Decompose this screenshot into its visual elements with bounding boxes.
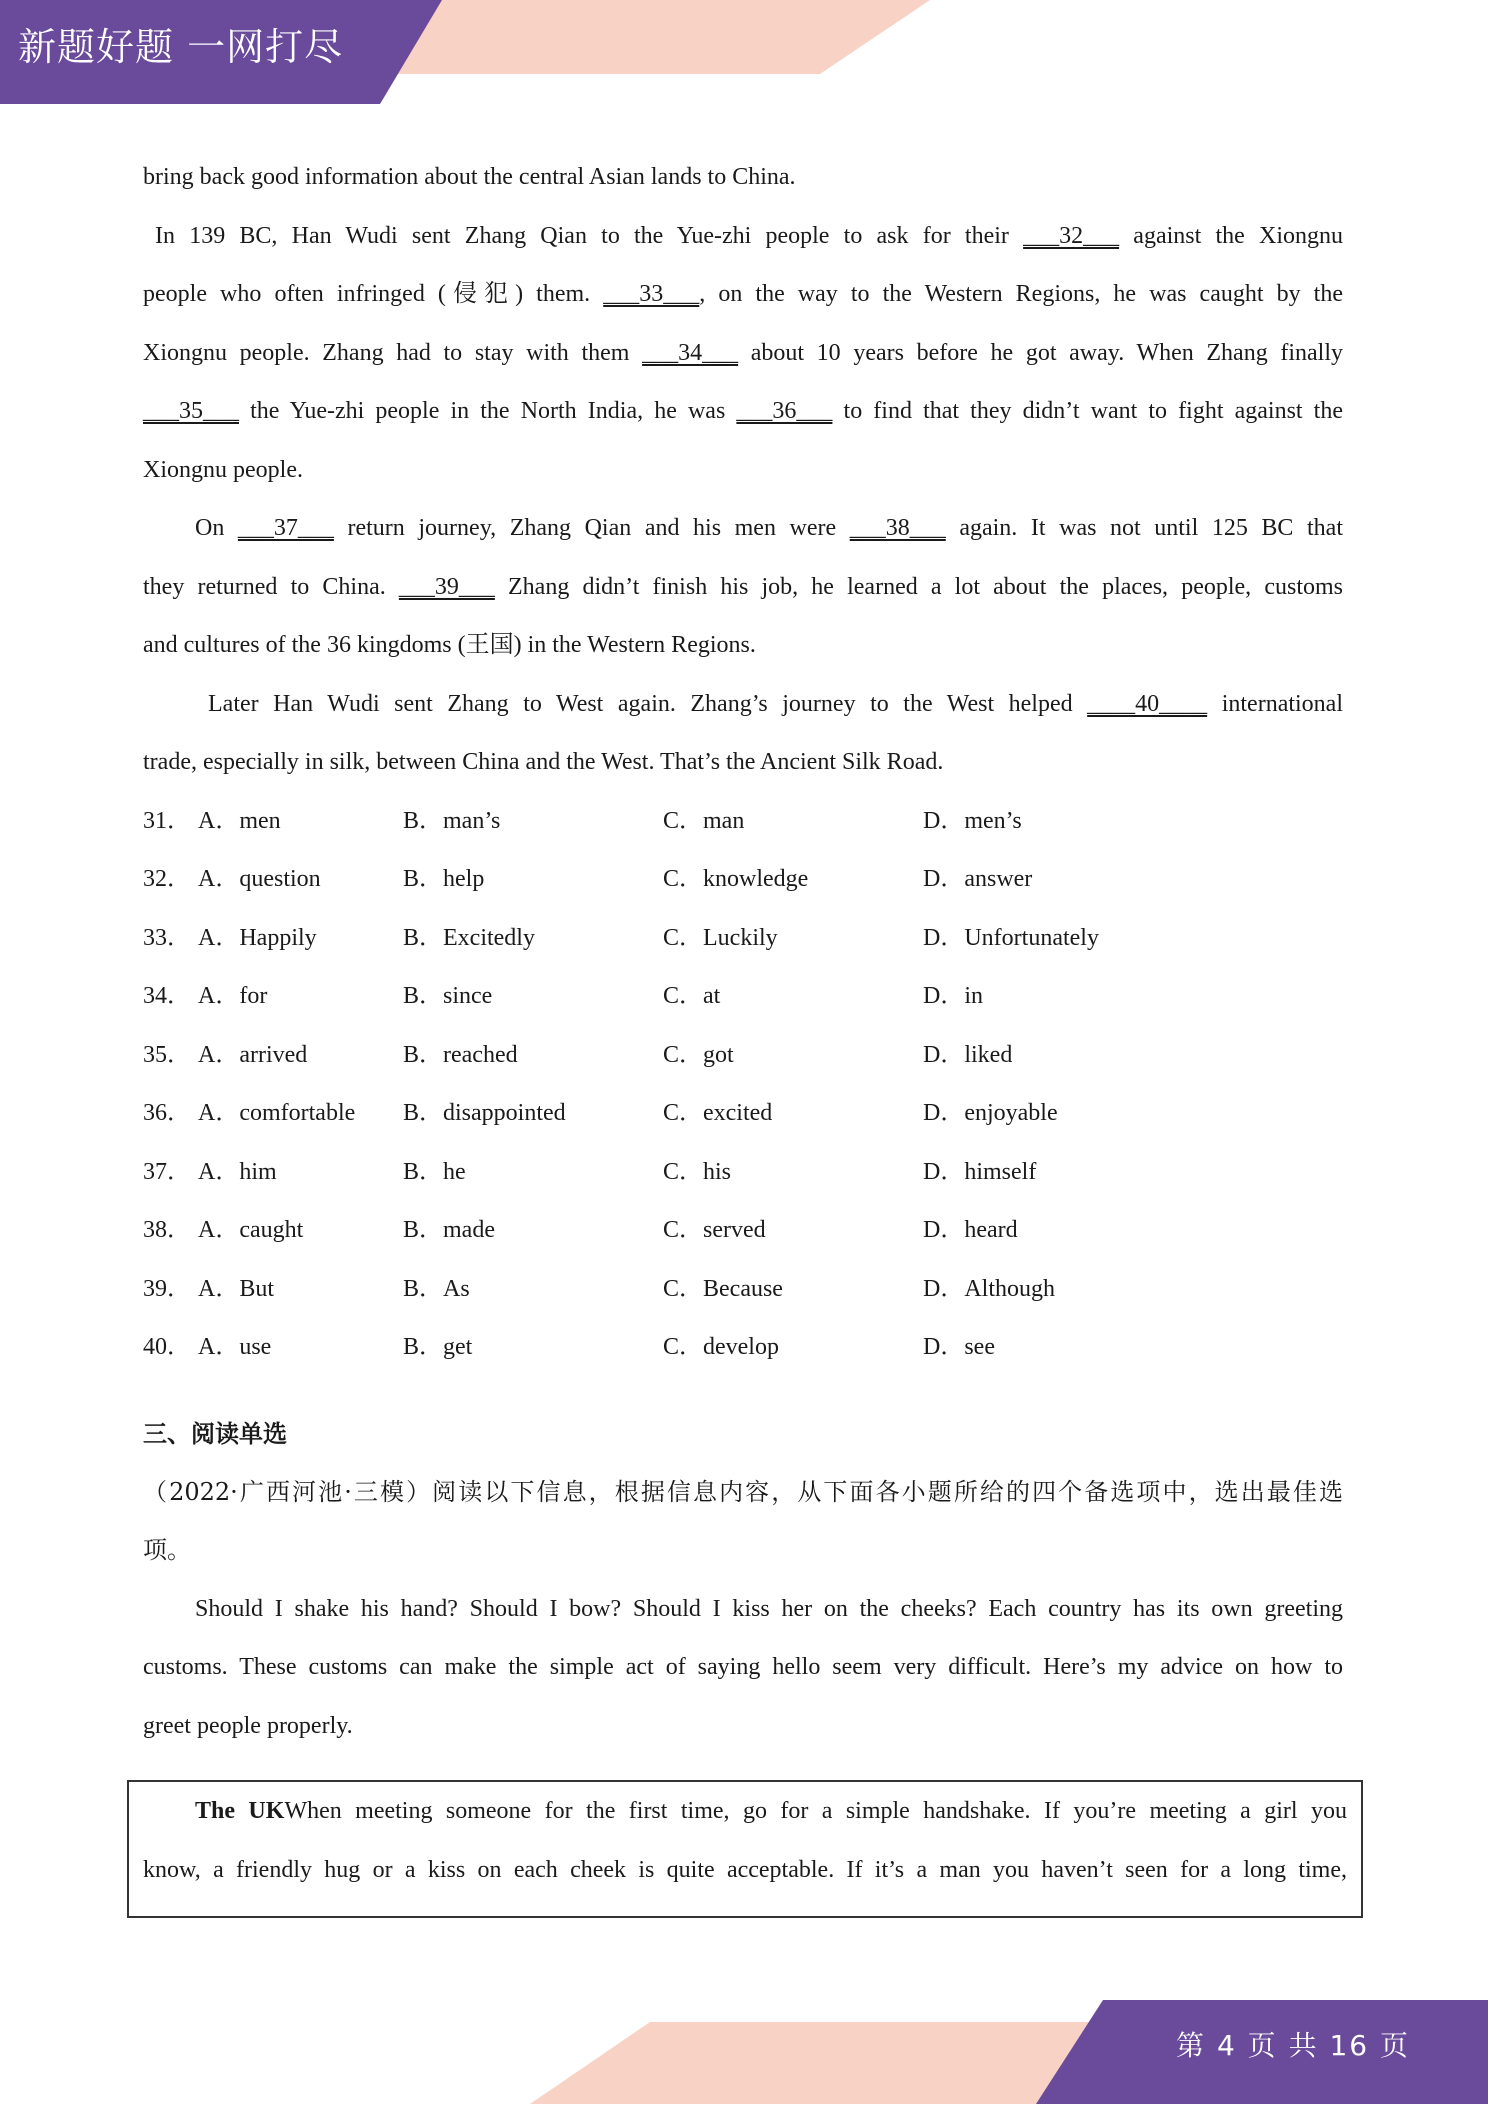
- question-number: 38．: [143, 1217, 191, 1243]
- option-b[interactable]: B．since: [403, 983, 493, 1009]
- box-line: The UKWhen meeting someone for the first time, go for a simple handshake. If you’re meeting a girl you: [195, 1798, 1347, 1824]
- question-row: [143, 1318, 1343, 1377]
- question-number: 31．: [143, 807, 191, 834]
- blank-38: ___38___: [849, 515, 946, 541]
- option-a[interactable]: A．Happily: [198, 924, 317, 951]
- blank-35: ___35___: [143, 398, 239, 424]
- option-b[interactable]: B．he: [403, 1158, 466, 1185]
- option-c[interactable]: C．man: [663, 807, 745, 834]
- box-heading: The UK: [195, 1798, 285, 1824]
- passage-line: and cultures of the 36 kingdoms (王国) in the Western Regions.: [143, 632, 756, 658]
- question-number: 33．: [143, 924, 191, 951]
- option-c[interactable]: C．excited: [663, 1100, 773, 1126]
- option-b[interactable]: B．disappointed: [403, 1100, 566, 1126]
- option-c[interactable]: C．Luckily: [663, 924, 778, 951]
- blank-36: ___36___: [736, 398, 833, 424]
- blank-37: ___37___: [237, 515, 334, 541]
- reading-paragraph: greet people properly.: [143, 1712, 353, 1739]
- passage-line: Xiongnu people. Zhang had to stay with them ___34___ about 10 years before he got away. When Zhang finally: [143, 324, 1343, 383]
- question-number: 36．: [143, 1100, 191, 1126]
- option-b[interactable]: B．As: [403, 1275, 470, 1302]
- passage-line: On ___37___ return journey, Zhang Qian and his men were ___38___ again. It was not until 125 BC that: [143, 499, 1343, 558]
- passage-line: trade, especially in silk, between China and the West. That’s the Ancient Silk Road.: [143, 749, 944, 775]
- section-intro: （2022·广西河池·三模）阅读以下信息，根据信息内容，从下面各小题所给的四个备选项中，选出最佳选: [143, 1477, 1343, 1506]
- option-b[interactable]: B．man’s: [403, 807, 501, 834]
- option-c[interactable]: C．at: [663, 983, 721, 1009]
- question-number: 37．: [143, 1158, 191, 1185]
- passage-line: people who often infringed (侵犯) them. ___33___, on the way to the Western Regions, he was caught by the: [143, 265, 1343, 324]
- option-c[interactable]: C．develop: [663, 1334, 779, 1360]
- option-b[interactable]: B．help: [403, 866, 485, 892]
- page-number: 第 4 页 共 16 页: [1176, 2029, 1410, 2062]
- option-c[interactable]: C．got: [663, 1041, 734, 1068]
- question-row: [143, 1143, 1343, 1202]
- option-d[interactable]: D．answer: [923, 866, 1033, 892]
- passage-line: bring back good information about the central Asian lands to China.: [143, 164, 796, 190]
- option-d[interactable]: D．in: [923, 983, 983, 1009]
- option-d[interactable]: D．Unfortunately: [923, 924, 1099, 951]
- passage-line: In 139 BC, Han Wudi sent Zhang Qian to the Yue-zhi people to ask for their ___32___ against the Xiongnu: [143, 207, 1343, 266]
- question-number: 35．: [143, 1041, 191, 1068]
- option-a[interactable]: A．question: [198, 866, 321, 892]
- option-c[interactable]: C．knowledge: [663, 866, 809, 892]
- option-d[interactable]: D．enjoyable: [923, 1100, 1058, 1126]
- question-row: [143, 909, 1343, 968]
- question-number: 32．: [143, 866, 191, 892]
- question-number: 40．: [143, 1334, 191, 1360]
- question-row: [143, 850, 1343, 909]
- passage-line: Xiongnu people.: [143, 456, 303, 483]
- option-c[interactable]: C．Because: [663, 1275, 783, 1302]
- header-title: 新题好题 一网打尽: [18, 25, 344, 69]
- blank-39: ___39___: [398, 573, 495, 600]
- option-a[interactable]: A．him: [198, 1158, 277, 1185]
- option-a[interactable]: A．for: [198, 983, 268, 1009]
- passage-line: ___35___ the Yue-zhi people in the North India, he was ___36___ to find that they didn’t want to fight against the: [143, 382, 1343, 441]
- option-a[interactable]: A．use: [198, 1334, 272, 1360]
- option-b[interactable]: B．reached: [403, 1041, 518, 1068]
- passage-line: Later Han Wudi sent Zhang to West again. Zhang’s journey to the West helped ____40____ international: [143, 675, 1343, 734]
- blank-40: ____40____: [1087, 690, 1208, 717]
- question-row: [143, 792, 1343, 851]
- question-number: 34．: [143, 983, 191, 1009]
- box-line: know, a friendly hug or a kiss on each cheek is quite acceptable. If it’s a man you haven’t seen for a long time,: [143, 1856, 1347, 1883]
- option-c[interactable]: C．served: [663, 1217, 766, 1243]
- question-row: [143, 1201, 1343, 1260]
- question-row: [143, 1026, 1343, 1085]
- question-row: [143, 1260, 1343, 1319]
- blank-33: ___33___: [603, 281, 700, 307]
- blank-34: ___34___: [642, 339, 739, 366]
- passage-line: they returned to China. ___39___ Zhang didn’t finish his job, he learned a lot about the places, people, customs: [143, 558, 1343, 617]
- reading-paragraph: customs. These customs can make the simple act of saying hello seem very difficult. Here’s my advice on how to: [143, 1654, 1343, 1680]
- option-d[interactable]: D．heard: [923, 1217, 1018, 1243]
- option-d[interactable]: D．liked: [923, 1041, 1013, 1068]
- option-b[interactable]: B．get: [403, 1334, 473, 1360]
- option-d[interactable]: D．men’s: [923, 807, 1022, 834]
- option-b[interactable]: B．made: [403, 1217, 495, 1243]
- question-row: [143, 967, 1343, 1026]
- option-a[interactable]: A．men: [198, 807, 281, 834]
- blank-32: ___32___: [1023, 222, 1120, 249]
- document-body: [143, 148, 1343, 1755]
- section-intro: 项。: [143, 1536, 191, 1564]
- option-a[interactable]: A．arrived: [198, 1041, 308, 1068]
- option-a[interactable]: A．But: [198, 1275, 275, 1302]
- option-d[interactable]: D．see: [923, 1334, 995, 1360]
- option-d[interactable]: D．himself: [923, 1158, 1037, 1185]
- option-b[interactable]: B．Excitedly: [403, 924, 535, 951]
- reading-paragraph: Should I shake his hand? Should I bow? Should I kiss her on the cheeks? Each country has its own greeting: [195, 1595, 1343, 1622]
- option-a[interactable]: A．caught: [198, 1217, 304, 1243]
- section-title: 三、阅读单选: [143, 1419, 287, 1448]
- option-c[interactable]: C．his: [663, 1158, 732, 1185]
- option-d[interactable]: D．Although: [923, 1275, 1055, 1302]
- uk-info-box: [127, 1780, 1363, 1918]
- option-a[interactable]: A．comfortable: [198, 1100, 356, 1126]
- header-peach-shape: [380, 0, 930, 74]
- question-row: [143, 1084, 1343, 1143]
- question-number: 39．: [143, 1275, 191, 1302]
- answer-options: [143, 792, 1343, 1377]
